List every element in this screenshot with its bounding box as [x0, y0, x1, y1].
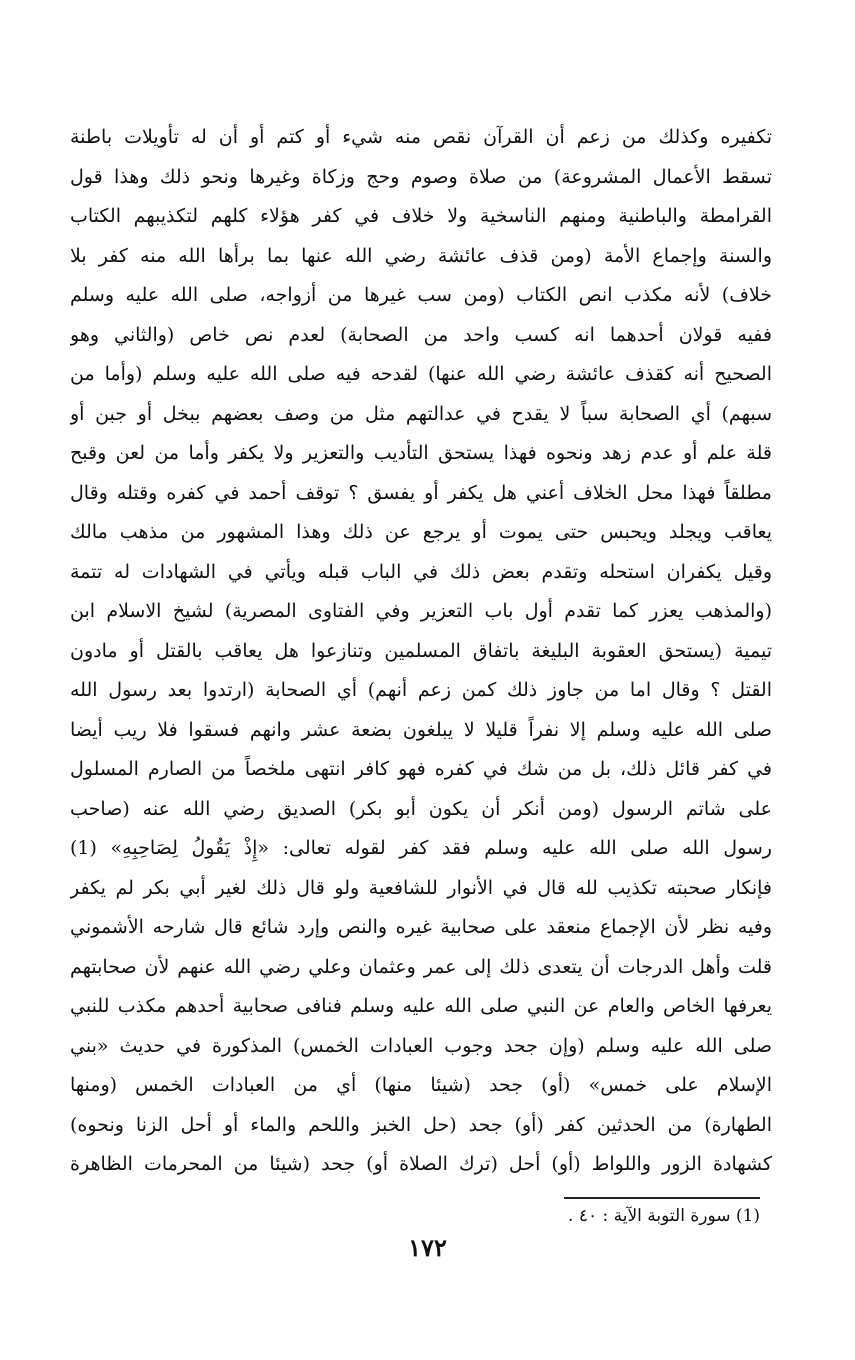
text-line: خلاف) لأنه مكذب انص الكتاب (ومن سب غيرها من أزواجه، صلى الله عليه وسلم [70, 284, 772, 306]
text-line: تكفيره وكذلك من زعم أن القرآن نقص منه شيء أو كتم أو أن له تأويلات باطنة [70, 126, 772, 148]
text-line: قلت وأهل الدرجات أن يتعدى ذلك إلى عمر وعثمان وعلي رضي الله عنهم لأن صحابتهم [70, 955, 772, 978]
text-line: كشهادة الزور واللواط (أو) أحل (ترك الصلاة أو) جحد (شيئا من المحرمات الظاهرة [70, 1153, 772, 1175]
text-line: القرامطة والباطنية ومنهم الناسخية ولا خلاف في كفر هؤلاء كلهم لتكذيبهم الكتاب [70, 205, 772, 227]
text-line: والسنة وإجماع الأمة (ومن قذف عائشة رضي الله عنها بما برأها الله منه كفر بلا [70, 244, 772, 267]
text-line: قلة علم أو عدم زهد ونحوه فهذا يستحق التأديب والتعزير ولا يكفر وأما من لعن وقبح [70, 442, 772, 464]
text-line: سبهم) أي الصحابة سباً لا يقدح في عدالتهم مثل من وصف بعضهم ببخل أو جبن أو [70, 402, 772, 425]
text-line: ففيه قولان أحدهما انه كسب واحد من الصحابة) لعدم نص خاص (والثاني وهو [70, 323, 772, 346]
text-line: صلى الله عليه وسلم (وإن جحد وجوب العبادات الخمس) المذكورة في حديث «بني [70, 1034, 772, 1057]
body-text [70, 118, 772, 1185]
text-line: الصحيح أنه كقذف عائشة رضي الله عنها) لقدحه فيه صلى الله عليه وسلم (وأما من [70, 363, 772, 385]
text-line: في كفر قائل ذلك، بل من شك في كفره فهو كافر انتهى ملخصاً من الصارم المسلول [70, 758, 772, 780]
text-line: وقيل يكفران استحله وتقدم بعض ذلك في الباب قبله ويأتي في الشهادات له تتمة [70, 560, 772, 583]
text-line: مطلقاً فهذا محل الخلاف أعني هل يكفر أو يفسق ؟ توقف أحمد في كفره وقتله وقال [70, 481, 772, 504]
text-line: يعرفها الخاص والعام عن النبي صلى الله عليه وسلم فنافى صحابية أحدهم مكذب للنبي [70, 995, 772, 1017]
footnote: (1) سورة التوبة الآية : ٤٠ . [568, 1206, 760, 1226]
text-line: تيمية (يستحق العقوبة البليغة باتفاق المسلمين وتنازعوا هل يعاقب بالقتل أو مادون [70, 639, 772, 662]
text-line: صلى الله عليه وسلم إلا نفراً قليلا لا يبلغون بضعة عشر وانهم فسقوا فلا ريب أيضا [70, 718, 772, 741]
text-line: القتل ؟ وقال اما من جاوز ذلك كمن زعم أنهم) أي الصحابة (ارتدوا بعد رسول الله [70, 679, 772, 701]
text-line: الإسلام على خمس» (أو) جحد (شيئا منها) أي من العبادات الخمس (ومنها [70, 1074, 772, 1096]
text-line: يعاقب ويجلد ويحبس حتى يموت أو يرجع عن ذلك وهذا المشهور من مذهب مالك [70, 521, 772, 543]
text-line: تسقط الأعمال المشروعة) من صلاة وصوم وحج وزكاة وغيرها ونحو ذلك وهذا قول [70, 165, 772, 188]
text-line: على شاتم الرسول (ومن أنكر أن يكون أبو بكر) الصديق رضي الله عنه (صاحب [70, 797, 772, 820]
text-line: (والمذهب يعزر كما تقدم أول باب التعزير وفي الفتاوى المصرية) لشيخ الاسلام ابن [70, 600, 772, 622]
text-line: وفيه نظر لأن الإجماع منعقد على صحابية غيره والنص وإرد شائع قال شارحه الأشموني [70, 916, 772, 938]
text-line: الطهارة) من الحدثين كفر (أو) جحد (حل الخبز واللحم والماء أو أحل الزنا ونحوه) [70, 1113, 772, 1136]
text-line: فإنكار صحبته تكذيب لله قال في الأنوار للشافعية ولو قال ذلك لغير أبي بكر لم يكفر [70, 876, 772, 899]
text-line: رسول الله صلى الله عليه وسلم فقد كفر لقوله تعالى: «إِذْ يَقُولُ لِصَاحِبِهِ» (1) [70, 837, 772, 859]
page-number: ١٧٢ [408, 1233, 447, 1262]
footnote-divider [564, 1197, 760, 1199]
